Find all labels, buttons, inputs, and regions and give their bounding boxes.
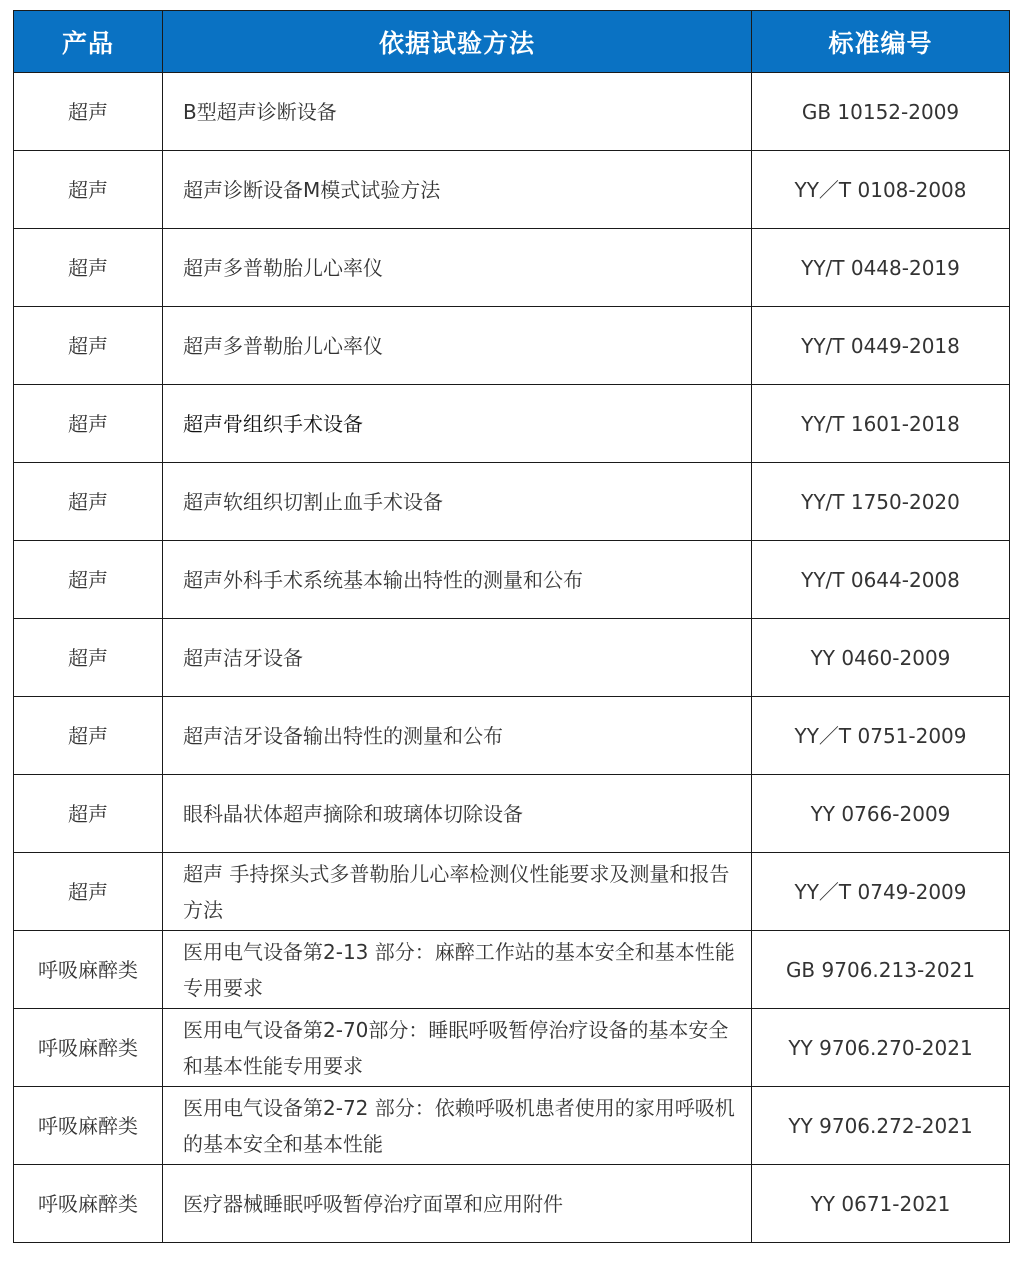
method-cell: 医疗器械睡眠呼吸暂停治疗面罩和应用附件: [163, 1165, 752, 1243]
product-cell: 超声: [14, 463, 163, 541]
code-cell: YY／T 0108-2008: [752, 151, 1010, 229]
code-cell: YY 9706.270-2021: [752, 1009, 1010, 1087]
header-row: [14, 11, 1010, 73]
method-cell: 超声诊断设备M模式试验方法: [163, 151, 752, 229]
product-cell: 超声: [14, 307, 163, 385]
product-cell: 呼吸麻醉类: [14, 1165, 163, 1243]
table-row: [14, 931, 1010, 1009]
table-row: [14, 1009, 1010, 1087]
method-cell: 医用电气设备第2-70部分：睡眠呼吸暂停治疗设备的基本安全和基本性能专用要求: [163, 1009, 752, 1087]
table-row: [14, 307, 1010, 385]
product-cell: 超声: [14, 151, 163, 229]
table-row: [14, 697, 1010, 775]
product-cell: 呼吸麻醉类: [14, 931, 163, 1009]
method-cell: 超声多普勒胎儿心率仪: [163, 307, 752, 385]
product-cell: 呼吸麻醉类: [14, 1009, 163, 1087]
code-cell: YY/T 0448-2019: [752, 229, 1010, 307]
header-method: 依据试验方法: [163, 11, 752, 73]
method-cell: 超声骨组织手术设备: [163, 385, 752, 463]
product-cell: 超声: [14, 775, 163, 853]
method-cell: B型超声诊断设备: [163, 73, 752, 151]
product-cell: 呼吸麻醉类: [14, 1087, 163, 1165]
code-cell: YY/T 0644-2008: [752, 541, 1010, 619]
method-cell: 超声软组织切割止血手术设备: [163, 463, 752, 541]
table-row: [14, 463, 1010, 541]
product-cell: 超声: [14, 229, 163, 307]
product-cell: 超声: [14, 697, 163, 775]
code-cell: YY/T 1750-2020: [752, 463, 1010, 541]
code-cell: YY 0460-2009: [752, 619, 1010, 697]
code-cell: YY 9706.272-2021: [752, 1087, 1010, 1165]
header-product: 产品: [14, 11, 163, 73]
table-row: [14, 151, 1010, 229]
table-row: [14, 853, 1010, 931]
header-code: 标准编号: [752, 11, 1010, 73]
code-cell: YY/T 1601-2018: [752, 385, 1010, 463]
table-row: [14, 619, 1010, 697]
table-row: [14, 541, 1010, 619]
code-cell: YY 0766-2009: [752, 775, 1010, 853]
method-cell: 超声外科手术系统基本输出特性的测量和公布: [163, 541, 752, 619]
table-row: [14, 73, 1010, 151]
code-cell: YY／T 0751-2009: [752, 697, 1010, 775]
table-row: [14, 1087, 1010, 1165]
product-cell: 超声: [14, 853, 163, 931]
product-cell: 超声: [14, 385, 163, 463]
code-cell: GB 10152-2009: [752, 73, 1010, 151]
table-row: [14, 229, 1010, 307]
standards-table: [13, 10, 1010, 1243]
code-cell: YY/T 0449-2018: [752, 307, 1010, 385]
code-cell: YY 0671-2021: [752, 1165, 1010, 1243]
method-cell: 医用电气设备第2-72 部分：依赖呼吸机患者使用的家用呼吸机的基本安全和基本性能: [163, 1087, 752, 1165]
table-body: [14, 73, 1010, 1243]
table-header: [14, 11, 1010, 73]
code-cell: GB 9706.213-2021: [752, 931, 1010, 1009]
method-cell: 超声 手持探头式多普勒胎儿心率检测仪性能要求及测量和报告方法: [163, 853, 752, 931]
method-cell: 超声洁牙设备输出特性的测量和公布: [163, 697, 752, 775]
product-cell: 超声: [14, 541, 163, 619]
product-cell: 超声: [14, 619, 163, 697]
code-cell: YY／T 0749-2009: [752, 853, 1010, 931]
method-cell: 眼科晶状体超声摘除和玻璃体切除设备: [163, 775, 752, 853]
table-row: [14, 1165, 1010, 1243]
method-cell: 超声多普勒胎儿心率仪: [163, 229, 752, 307]
table-row: [14, 385, 1010, 463]
method-cell: 超声洁牙设备: [163, 619, 752, 697]
product-cell: 超声: [14, 73, 163, 151]
method-cell: 医用电气设备第2-13 部分：麻醉工作站的基本安全和基本性能专用要求: [163, 931, 752, 1009]
table-row: [14, 775, 1010, 853]
